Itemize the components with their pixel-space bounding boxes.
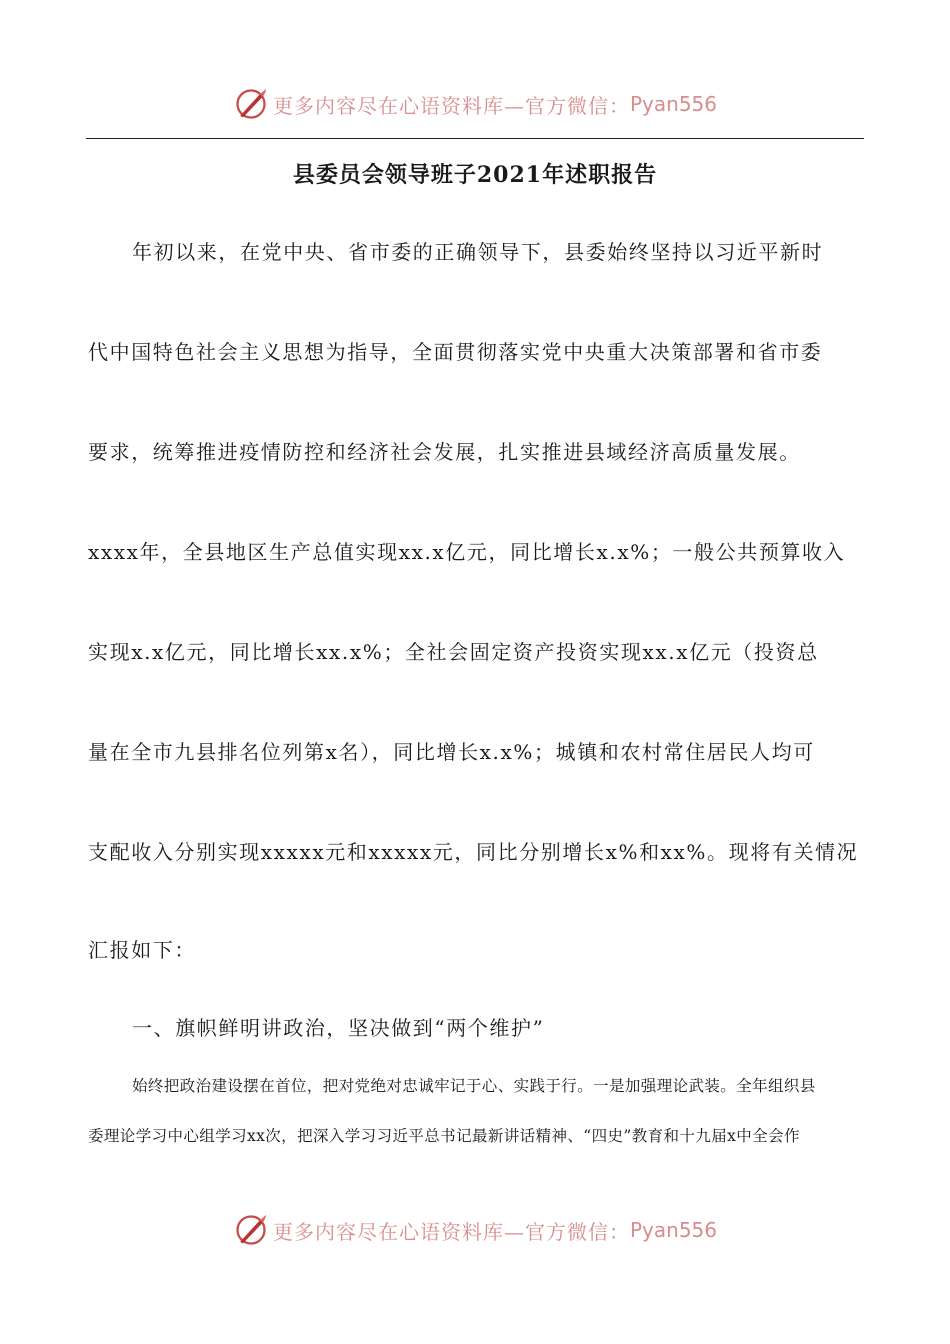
paragraph-line: 汇报如下： xyxy=(88,938,196,962)
paragraph-line: 支配收入分别实现xxxxx元和xxxxx元，同比分别增长x%和xx%。现将有关情况 xyxy=(88,840,859,864)
watermark-footer xyxy=(0,1208,950,1252)
document-title: 县委员会领导班子2021年述职报告 xyxy=(292,162,658,188)
watermark-text: 更多内容尽在心语资料库—官方微信： xyxy=(272,93,630,118)
paragraph-line: 实现x.x亿元，同比增长xx.x%；全社会固定资产投资实现xx.x亿元（投资总 xyxy=(88,640,819,664)
paragraph-line: 要求，统筹推进疫情防控和经济社会发展，扎实推进县域经济高质量发展。 xyxy=(88,440,801,464)
quill-logo-icon xyxy=(233,86,269,122)
section-heading: 一、旗帜鲜明讲政治，坚决做到“两个维护” xyxy=(132,1016,545,1040)
paragraph-line: 量在全市九县排名位列第x名），同比增长x.x%；城镇和农村常住居民人均可 xyxy=(88,740,815,764)
watermark-text: 更多内容尽在心语资料库—官方微信： xyxy=(272,1219,630,1244)
paragraph-line: xxxx年，全县地区生产总值实现xx.x亿元，同比增长x.x%；一般公共预算收入 xyxy=(88,540,846,564)
paragraph-line: 代中国特色社会主义思想为指导，全面贯彻落实党中央重大决策部署和省市委 xyxy=(88,340,823,364)
watermark-wechat-id: Pyan556 xyxy=(629,1218,717,1242)
quill-logo-icon xyxy=(233,1212,269,1248)
section-body-line: 委理论学习中心组学习xx次，把深入学习习近平总书记最新讲话精神、“四史”教育和十九届x中全会作 xyxy=(88,1127,800,1145)
watermark-wechat-id: Pyan556 xyxy=(629,92,717,116)
section-body-line: 始终把政治建设摆在首位，把对党绝对忠诚牢记于心、实践于行。一是加强理论武装。全年组织县 xyxy=(132,1077,816,1095)
watermark-header xyxy=(0,82,950,126)
header-rule xyxy=(86,138,864,139)
paragraph-line: 年初以来，在党中央、省市委的正确领导下，县委始终坚持以习近平新时 xyxy=(132,240,824,264)
